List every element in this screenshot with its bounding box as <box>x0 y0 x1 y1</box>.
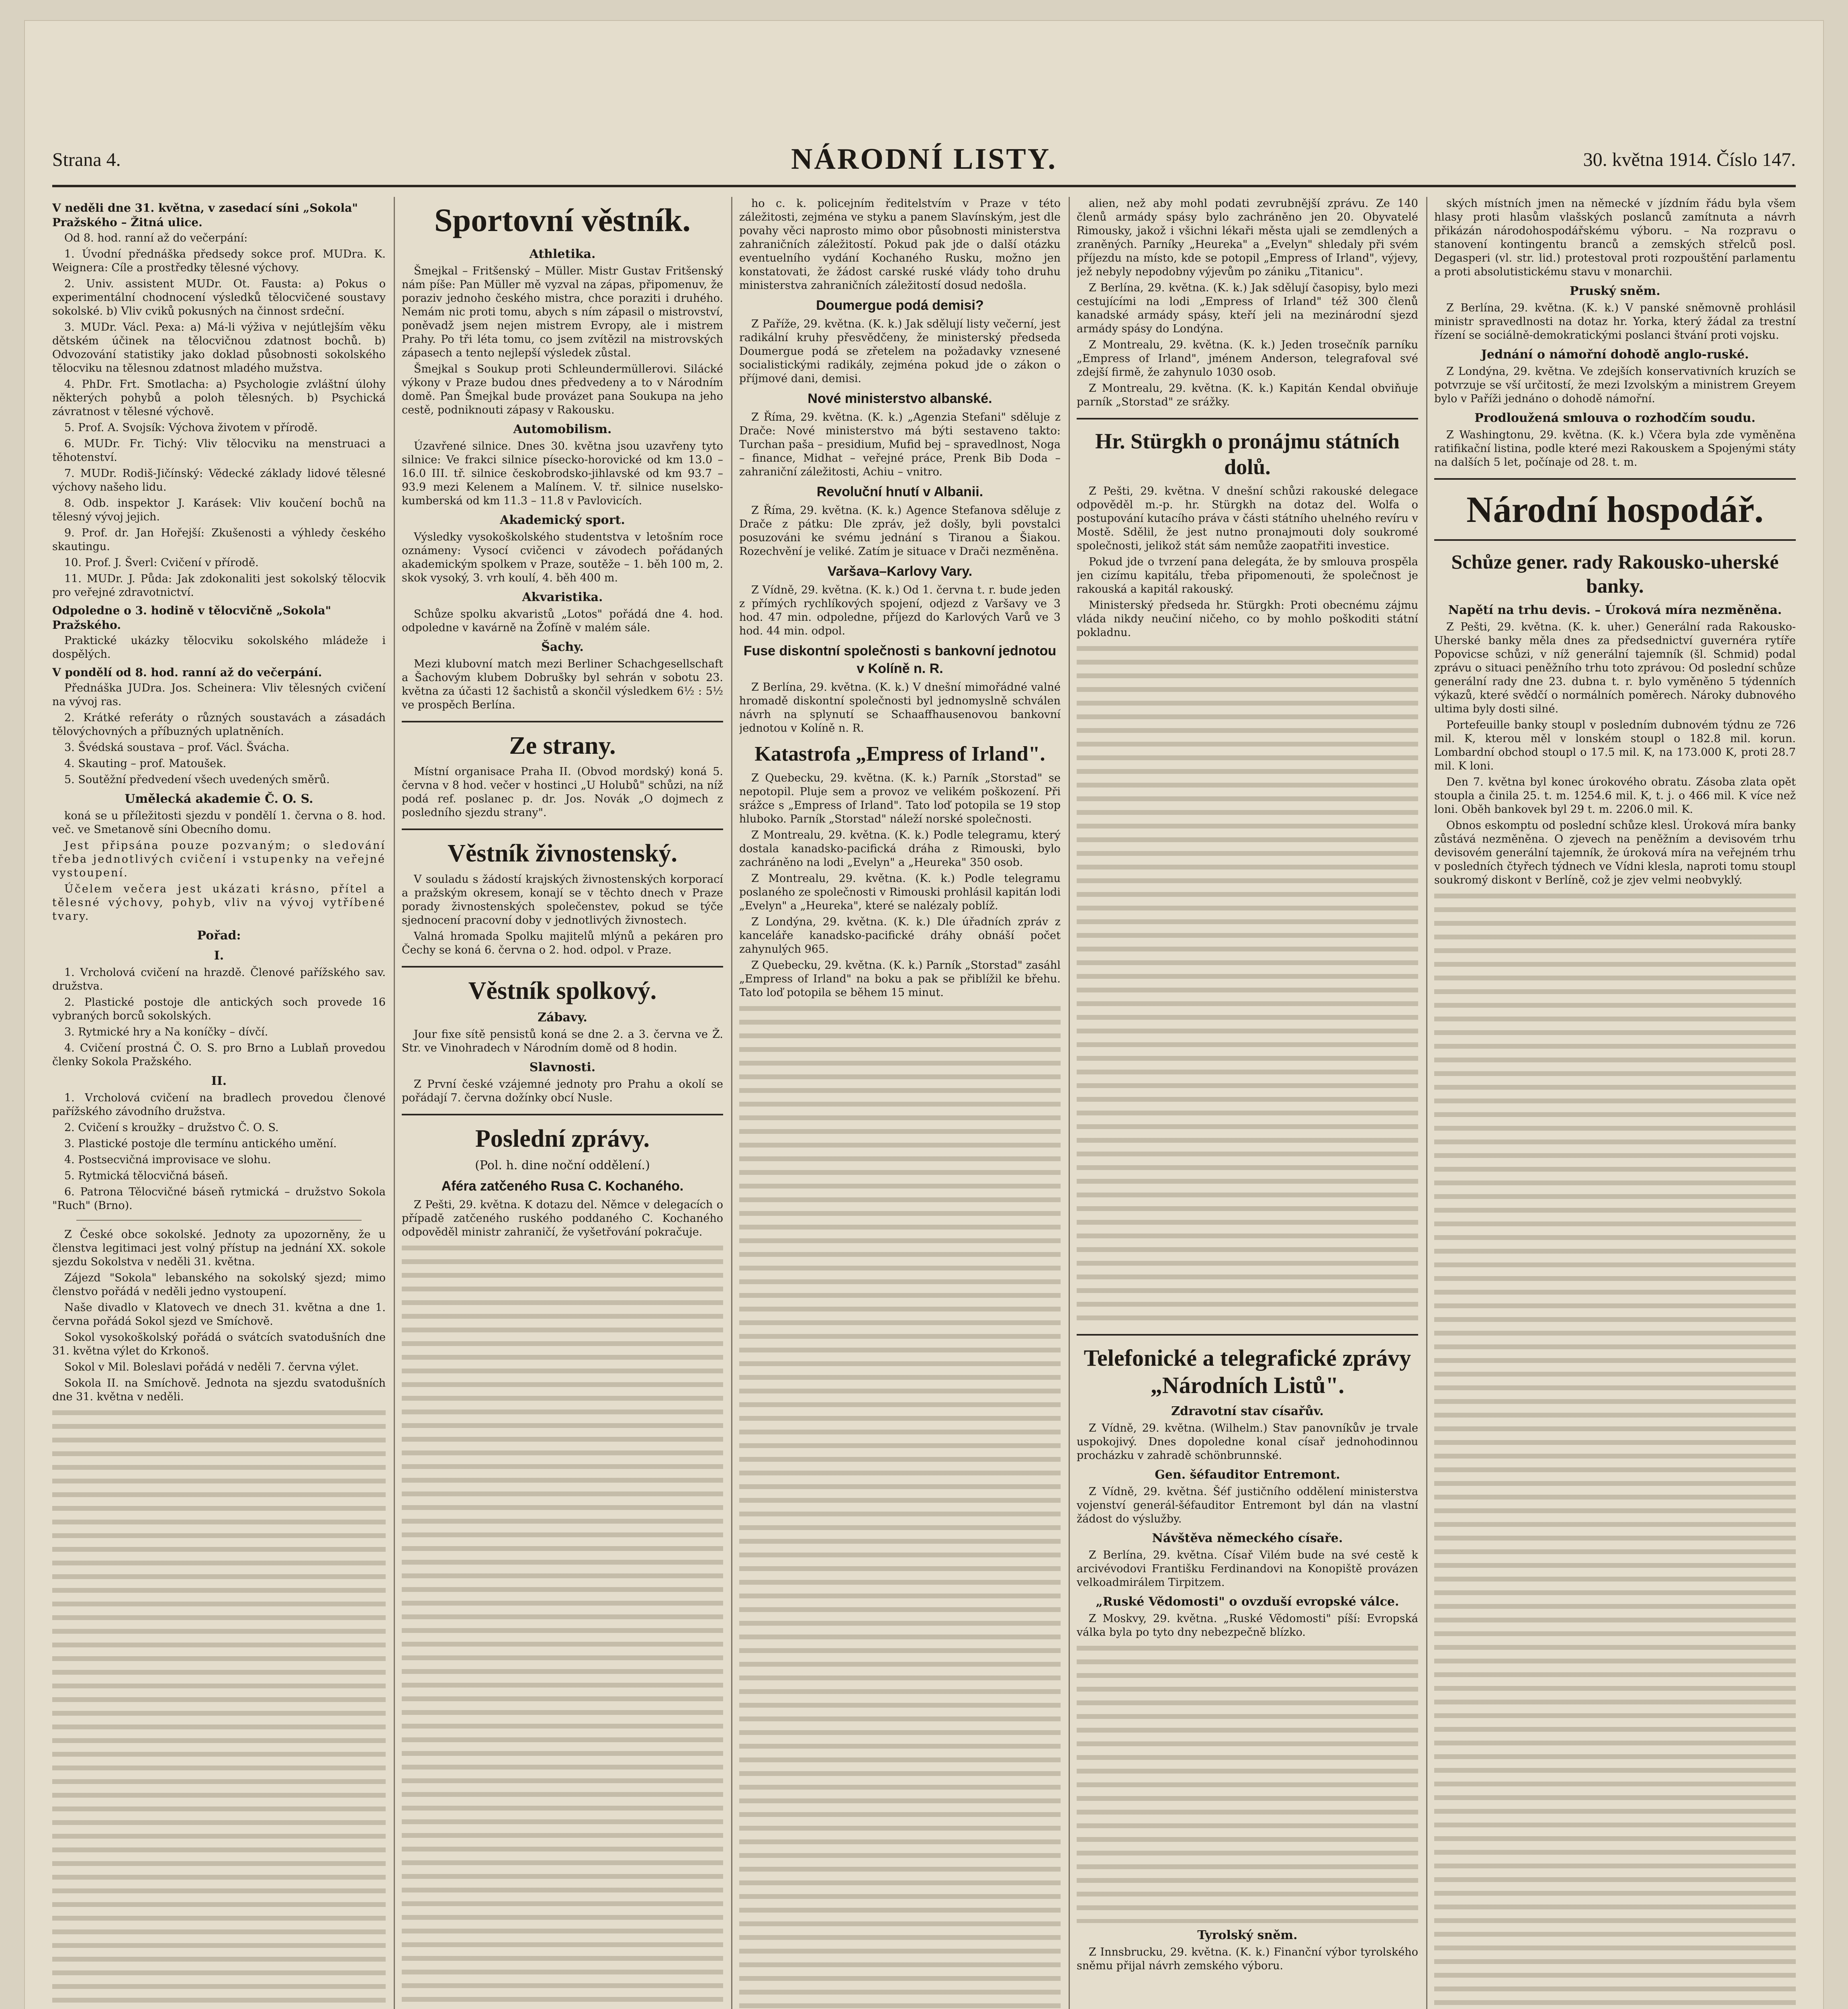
column-rule <box>731 197 732 2009</box>
article-heading: Doumergue podá demisi? <box>816 298 984 313</box>
paragraph: Den 7. května byl konec úrokového obratu. Zásoba zlata opět stoupla a činila 25. t. m. 1254.6 mil. K, t. j. o 466 mil. K více než loni. Oběh bankovek byl 29 t. m. 2206.0 mil. K. <box>1434 776 1796 816</box>
paragraph: Z Quebecku, 29. května. (K. k.) Parník „Storstad" zasáhl „Empress of Irland" na boku a pak se přiblížil ke břehu. Tato loď potopila se během 15 minut. <box>739 959 1061 999</box>
paragraph: Místní organisace Praha II. (Obvod mordský) koná 5. června v 8 hod. večer v hostinci „U Holubů" schůzi, na níž podá ref. poslanec p. dr. Jos. Novák „O dojmech z posledního sjezdu strany". <box>402 765 723 819</box>
paragraph: Z Innsbrucku, 29. května. (K. k.) Finanční výbor tyrolského sněmu přijal návrh zemského výboru. <box>1077 1946 1418 1972</box>
newspaper-page <box>24 20 1824 2009</box>
paragraph: 4. Skauting – prof. Matoušek. <box>64 757 227 770</box>
divider <box>402 721 723 722</box>
paragraph: 2. Plastické postoje dle antických soch provede 16 vybraných borců sokolských. <box>52 996 386 1022</box>
newspaper-title: NÁRODNÍ LISTY. <box>791 143 1057 176</box>
text-block <box>1434 890 1796 2009</box>
article-heading: Hr. Stürgkh o pronájmu státních dolů. <box>1095 429 1400 479</box>
text-block <box>402 1242 723 2009</box>
paragraph: Z Berlína, 29. května. (K. k.) V panské sněmovně prohlásil ministr spravedlnosti na dotaz hr. Yorka, který žádal za trestní řízení se sociálně-demokratickými poslanci štvání proti vojsku. <box>1434 302 1796 342</box>
paragraph: 5. Soutěžní předvedení všech uvedených směrů. <box>64 773 330 786</box>
section-heading: Umělecká akademie Č. O. S. <box>125 792 313 806</box>
paragraph: Sokol v Mil. Boleslavi pořádá v neděli 7. června výlet. <box>64 1361 359 1373</box>
divider <box>402 966 723 968</box>
divider <box>1077 418 1418 419</box>
column-4 <box>1077 197 1418 2009</box>
section-heading: Athletika. <box>529 247 596 261</box>
text-block <box>739 1002 1061 2009</box>
section-heading: Akvaristika. <box>522 590 603 604</box>
section-heading: Šachy. <box>541 640 584 654</box>
paragraph: Portefeuille banky stoupl v posledním dubnovém týdnu ze 726 mil. K, kterou měl v lonském stoupl o 182.8 mil. korun. Lombardní obchod stoupl o 17.5 mil. K, na 173.000 K, proti 28.7 mil. K loni. <box>1434 719 1796 772</box>
column-rule <box>394 197 395 2009</box>
section-title: Poslední zprávy. <box>475 1125 650 1152</box>
column-2 <box>402 197 723 2009</box>
paragraph: ských místních jmen na německé v jízdním řádu byla všem hlasy proti hlasům vlašských poslanců zamítnuta a návrh přikázán národohospodářskému výboru. – Na rozpravu o stanovení kontingentu branců a zemských střelců posl. Degasperi (vl. str. lid.) protestoval proti rozpouštění parlamentu a proti absolutistickému stavu v monarchii. <box>1434 197 1796 278</box>
section-heading: Zábavy. <box>538 1011 587 1025</box>
paragraph: Z Londýna, 29. května. Ve zdejších konservativních kruzích se potvrzuje se vší určitostí, že mezi Izvolským a ministrem Greyem bylo v Paříži jednáno o dohodě námořní. <box>1434 365 1796 405</box>
text-block <box>1077 642 1418 1325</box>
paragraph: 4. Postsecvičná improvisace ve slohu. <box>64 1154 271 1166</box>
column-1 <box>52 197 386 2009</box>
section-subtitle: (Pol. h. dine noční oddělení.) <box>475 1158 650 1172</box>
divider <box>402 829 723 830</box>
paragraph: Z Berlína, 29. května. (K. k.) V dnešní mimořádné valné hromadě diskontní společnosti byl jednomyslně schválen návrh na splynutí se Schaaffhausenovou bankovní jednotou v Kolíně n. R. <box>739 681 1061 734</box>
paragraph: Ministerský předseda hr. Stürgkh: Proti obecnému zájmu vláda nikdy neučiní ničeho, co by mohlo poškoditi státní pokladnu. <box>1077 599 1418 639</box>
paragraph: ho c. k. policejním ředitelstvím v Praze v této záležitosti, zejména ve styku a panem Slavínským, jest dle povahy věci naprosto mimo obor působnosti ministerstva zahraničních záležitostí. Pokud pak jde o další otázku eventuelního vydání Kochaného Rusku, možno jen konstatovati, že žádost carské ruské vlády toho druhu ministerstva zahraničních záležitostí dosud nedošla. <box>739 197 1061 292</box>
paragraph: Od 8. hod. ranní až do večerpání: <box>64 232 248 244</box>
paragraph: Z České obce sokolské. Jednoty za upozorněny, že u členstva legitimaci jest volný přístup na jednání XX. sokole sjezdu Sokolstva v neděli 31. května. <box>52 1228 386 1268</box>
section-heading: V pondělí od 8. hod. ranní až do večerpání. <box>52 666 322 679</box>
article-heading: Revoluční hnutí v Albanii. <box>816 484 983 499</box>
issue-date: 30. května 1914. Číslo 147. <box>1583 149 1796 170</box>
paragraph: Pokud jde o tvrzení pana delegáta, že by smlouva prospěla jen cizímu kapitálu, třeba připomenouti, že společnost je rakouská a kapitál rakouský. <box>1077 556 1418 595</box>
page-number: Strana 4. <box>52 149 121 170</box>
paragraph: 1. Vrcholová cvičení na bradlech provedou členové pařížského závodního družstva. <box>52 1092 386 1118</box>
article-heading: Aféra zatčeného Rusa C. Kochaného. <box>441 1178 684 1194</box>
paragraph: Z Pešti, 29. května. (K. k. uher.) Generální rada Rakousko-Uherské banky měla dnes za předsednictví guvernéra rytíře Popovicse schůzi, v níž generální tajemník (šl. Schmid) podal zprávu o situaci peněžního trhu toto zprávou: Od poslední schůze generální rady dne 23. dubna t. r. bylo vyměněno 5 týdenních výkazů, které svědčí o normálních poměrech. Nároky dubnového ultima byly dosti silné. <box>1434 621 1796 715</box>
paragraph: 1. Úvodní přednáška předsedy sokce prof. MUDra. K. Weignera: Cíle a prostředky tělesné výchovy. <box>52 248 386 274</box>
divider <box>76 1220 362 1221</box>
article-heading: Schůze gener. rady Rakousko-uherské banky. <box>1451 550 1779 597</box>
paragraph: Z Moskvy, 29. května. „Ruské Vědomosti" píší: Evropská válka byla po tyto dny nebezpečně blízko. <box>1077 1612 1418 1639</box>
paragraph: 2. Krátké referáty o různých soustavách a zásadách tělovýchovných a příbuzných uplatněních. <box>52 712 386 738</box>
section-heading: II. <box>211 1074 227 1088</box>
article-subheading: Napětí na trhu devis. – Úroková míra nezměněna. <box>1448 603 1782 617</box>
divider <box>402 1114 723 1115</box>
divider <box>1077 1334 1418 1336</box>
text-block <box>1077 1642 1418 1923</box>
paragraph: Z Montrealu, 29. května. (K. k.) Podle telegramu, který dostala kanadsko-pacifická dráha z Rimouski, bylo zachráněno na lodi „Evelyn" a „Heureka" 350 osob. <box>739 829 1061 869</box>
paragraph: 7. MUDr. Rodiš-Jičínský: Vědecké základy lidové tělesné výchovy našeho lidu. <box>52 467 386 493</box>
paragraph: 10. Prof. J. Šverl: Cvičení v přírodě. <box>64 556 259 569</box>
article-heading: Zdravotní stav císařův. <box>1171 1404 1324 1418</box>
divider <box>1434 478 1796 480</box>
section-heading: Odpoledne o 3. hodině v tělocvičně „Sokola" Pražského. <box>52 604 331 632</box>
section-heading: Slavnosti. <box>529 1060 596 1074</box>
columns <box>52 197 1796 2009</box>
paragraph: 6. MUDr. Fr. Tichý: Vliv tělocviku na menstruaci a těhotenství. <box>52 438 386 464</box>
paragraph: Z Pešti, 29. května. V dnešní schůzi rakouské delegace odpověděl m.-p. hr. Stürgkh na dotaz del. Wolfa o postupování kutacího práva v části státního uhelného revíru v Mostě. Sdělil, že jest nutno pronajmouti doly soukromé společnosti, jelikož stát sám nemůže zaopatřiti investice. <box>1077 485 1418 552</box>
article-heading: Fuse diskontní společnosti s bankovní jednotou v Kolíně n. R. <box>743 643 1057 676</box>
paragraph: Schůze spolku akvaristů „Lotos" pořádá dne 4. hod. odpoledne v kavárně na Žofíně v malém sále. <box>402 608 723 634</box>
paragraph: koná se u příležitosti sjezdu v pondělí 1. června o 8. hod. več. ve Smetanově síni Obecního domu. <box>52 810 386 836</box>
paragraph: 4. PhDr. Frt. Smotlacha: a) Psychologie zvláštní úlohy některých pohybů a poloh tělesných. b) Psychická závratnost v tělesné výchově. <box>52 378 386 418</box>
paragraph: Z Montrealu, 29. května. (K. k.) Podle telegramu poslaného ze společnosti v Rimouski prohlásil kapitán lodi „Evelyn" a „Heureka", které se nalézaly poblíž. <box>739 872 1061 912</box>
paragraph: Z Quebecku, 29. května. (K. k.) Parník „Storstad" se nepotopil. Pluje sem a provoz ve velikém poškození. Při srážce s „Empress of Irland". Tato loď potopila se 19 stop hluboko. Parník „Storstad" náleží norské společnosti. <box>739 772 1061 825</box>
paragraph: 4. Cvičení prostná Č. O. S. pro Brno a Lublaň provedou členky Sokola Pražského. <box>52 1042 386 1068</box>
paragraph: 11. MUDr. J. Půda: Jak zdokonaliti jest sokolský tělocvik pro veřejné zdravotnictví. <box>52 573 386 599</box>
article-heading: Katastrofa „Empress of Irland". <box>754 743 1045 765</box>
paragraph: alien, než aby mohl podati zevrubnější zprávu. Ze 140 členů armády spásy bylo zachráněno jen 20. Obyvatelé Rimousky, jakož i všichni lékaři města ujali se zemdlených a zraněných. Parníky „Heureka" a „Evelyn" shledaly při svém příjezdu na místo, kde se potopil „Empress of Irland", výjevy, jež nebyly nepodobny výjevům po zániku „Titanicu". <box>1077 197 1418 278</box>
masthead <box>52 141 1796 187</box>
paragraph: Z Říma, 29. května. (K. k.) Agence Stefanova sděluje z Drače z pátku: Dle zpráv, jež došly, byli povstalci posuzováni ke svému jednání s Tiranou a Šiakou. Rozechvění je veliké. Zatím je situace v Drači nezměněna. <box>739 504 1061 558</box>
section-heading: Akademický sport. <box>500 513 625 527</box>
paragraph: Zájezd "Sokola" lebanského na sokolský sjezd; mimo členstvo pořádá v neděli jedno vystoupení. <box>52 1272 386 1298</box>
paragraph: Z Montrealu, 29. května. (K. k.) Jeden trosečník parníku „Empress of Irland", jménem Anderson, telegrafoval své zdejší firmě, že zahynulo 1030 osob. <box>1077 339 1418 378</box>
paragraph: Z Vídně, 29. května. (Wilhelm.) Stav panovníkův je trvale uspokojivý. Dnes dopoledne konal císař jednohodinnou procházku v zahradě schönbrunnské. <box>1077 1422 1418 1462</box>
paragraph: Praktické ukázky tělocviku sokolského mládeže i dospělých. <box>52 634 386 661</box>
paragraph: 2. Univ. assistent MUDr. Ot. Fausta: a) Pokus o experimentální chodnocení výsledků tělocvičené soustavy sokolské. b) Vliv cviků pokusných na činnost srdeční. <box>52 278 386 317</box>
paragraph: Z Vídně, 29. května. (K. k.) Od 1. června t. r. bude jeden z přímých rychlíkových spojení, odjezd z Varšavy ve 3 hod. 47 min. odpoledne, příjezd do Karlových Varů ve 3 hod. 44 min. odpol. <box>739 584 1061 637</box>
paragraph: Obnos eskomptu od poslední schůze klesl. Úroková míra banky zůstává nezměněna. O zjevech na peněžním a devisovém trhu devisovém generální tajemník, že úroková míra na veřejném trhu v posledních čtyřech týdnech ve Vídni klesla, naproti tomu stoupl soukromý diskont v Berlíně, což je zjev velmi neobvyklý. <box>1434 819 1796 886</box>
paragraph: 6. Patrona Tělocvičné báseň rytmická – družstvo Sokola "Ruch" (Brno). <box>52 1186 386 1212</box>
section-title: Národní hospodář. <box>1466 489 1764 530</box>
paragraph: Účelem večera jest ukázati krásno, přítel a tělesné výchovy, pohyb, vliv na vývoj vytříbené tvary. <box>52 883 386 923</box>
article-heading: Nové ministerstvo albanské. <box>807 391 992 406</box>
section-title: Sportovní věstník. <box>434 202 691 238</box>
paragraph: Mezi klubovní match mezi Berliner Schachgesellschaft a Šachovým klubem Dobrušky byl sehrán v sobotu 23. května za účasti 12 šachistů a skončil výsledkem 6½ : 5½ ve prospěch Berlína. <box>402 658 723 711</box>
paragraph: Z Vídně, 29. května. Šéf justičního oddělení ministerstva vojenství generál-šéfauditor Entremont byl dán na vlastní žádost do výslužby. <box>1077 1485 1418 1525</box>
paragraph: 1. Vrcholová cvičení na hrazdě. Členové pařížského sav. družstva. <box>52 966 386 992</box>
paragraph: 3. Plastické postoje dle termínu antického umění. <box>64 1137 337 1150</box>
paragraph: Z První české vzájemné jednoty pro Prahu a okolí se pořádají 7. června dožínky obcí Nusle. <box>402 1078 723 1104</box>
paragraph: 3. Rytmické hry a Na koníčky – dívčí. <box>64 1026 268 1038</box>
article-heading: „Ruské Vědomosti" o ovzduší evropské válce. <box>1096 1595 1399 1609</box>
paragraph: 8. Odb. inspektor J. Karásek: Vliv koučení bochů na tělesný vývoj jejich. <box>52 497 386 523</box>
paragraph: Z Montrealu, 29. května. (K. k.) Kapitán Kendal obviňuje parník „Storstad" ze srážky. <box>1077 382 1418 408</box>
section-title: Věstník živnostenský. <box>448 840 677 867</box>
paragraph: Z Pešti, 29. května. K dotazu del. Němce v delegacích o případě zatčeného ruského poddaného C. Kochaného odpověděl ministr zahraničí, že vyšetřování pokračuje. <box>402 1199 723 1238</box>
paragraph: V souladu s žádostí krajských živnostenských korporací a pražským okresem, konají se v těchto dnech v Praze porady živnostenských společenstev, pokud se týče sjednocení pracovní doby v jednotlivých živnostech. <box>402 873 723 927</box>
paragraph: 5. Prof. A. Svojsík: Výchova životem v přírodě. <box>64 421 318 434</box>
article-heading: Gen. šéfauditor Entremont. <box>1155 1468 1340 1482</box>
paragraph: Jour fixe sítě pensistů koná se dne 2. a 3. června ve Ž. Str. ve Vinohradech v Národním domě od 8 hodin. <box>402 1028 723 1054</box>
section-heading: Pořad: <box>197 929 241 943</box>
paragraph: Šmejkal – Fritšenský – Müller. Mistr Gustav Fritšenský nám píše: Pan Müller mě vyzval na zápas, připomenuv, že poraziv jednoho českého mistra, chce poraziti i druhého. Nemám nic proti tomu, abych s ním zápasil o mistrovství, poněvadž jsem nejen mistrem Evropy, ale i mistrem Prahy. Po tři léta tomu, co jsem zvítězil na mistrovských zápasech a tento nejlepší výsledek zůstal. <box>402 265 723 359</box>
paragraph: 3. MUDr. Václ. Pexa: a) Má-li výživa v nejútlejším věku dětském účinek na tělocvičnou zdatnost bochů. b) Odvozování statistiky jako doklad působnosti sokolského tělocviku na tělesnou zdatnost mladého mužstva. <box>52 321 386 374</box>
column-5 <box>1434 197 1796 2009</box>
paragraph: 5. Rytmická tělocvičná báseň. <box>64 1170 228 1182</box>
column-rule <box>1069 197 1070 2009</box>
column-rule <box>1426 197 1427 2009</box>
paragraph: Z Berlína, 29. května. Císař Vilém bude na své cestě k arcivévodovi Františku Ferdinandovi na Konopiště provázen velkoadmirálem Tirpitzem. <box>1077 1549 1418 1589</box>
article-heading: Jednání o námořní dohodě anglo-ruské. <box>1481 348 1749 362</box>
section-heading: Automobilism. <box>513 422 612 436</box>
text-block <box>52 1406 386 2009</box>
paragraph: Sokola II. na Smíchově. Jednota na sjezdu svatodušních dne 31. května v neděli. <box>52 1377 386 1403</box>
paragraph: Z Washingtonu, 29. května. (K. k.) Včera byla zde vyměněna ratifikační listina, podle které mezi Rakouskem a Spojenými státy na dalších 5 let, počínaje od 28. t. m. <box>1434 429 1796 468</box>
section-title: Telefonické a telegrafické zprávy „Národních Listů". <box>1083 1345 1411 1398</box>
paragraph: Úzavřené silnice. Dnes 30. května jsou uzavřeny tyto silnice: Ve frakci silnice písecko-horovické od km 13.0 – 16.0 III. tř. silnice českobrodsko-jihlavské od km 93.7 – 93.9 mezi Kelenem a Malínem. V. tř. silnice nuselsko-kumberská od km 11.3 – 11.8 v Pavlovicích. <box>402 440 723 507</box>
column-3 <box>739 197 1061 2009</box>
paragraph: Z Říma, 29. května. (K. k.) „Agenzia Stefani" sděluje z Drače: Nové ministerstvo má býti sestaveno takto: Turchan paša – presidium, Mufid bej – spravedlnost, Noga – finance, Midhat – veřejné práce, Prenk Bib Doda – zahraniční záležitosti, Achiu – vnitro. <box>739 411 1061 478</box>
article-heading: Varšava–Karlovy Vary. <box>827 564 973 579</box>
paragraph: Z Londýna, 29. května. (K. k.) Dle úřadních zpráv z kanceláře kanadsko-pacifické dráhy obnáší počet zahynulých 965. <box>739 916 1061 955</box>
paragraph: Sokol vysokoškolský pořádá o svátcích svatodušních dne 31. května výlet do Krkonoš. <box>52 1331 386 1357</box>
article-heading: Prodloužená smlouva o rozhodčím soudu. <box>1474 411 1756 425</box>
section-title: Věstník spolkový. <box>468 977 657 1004</box>
article-heading: Pruský sněm. <box>1570 284 1660 298</box>
paragraph: Jest připsána pouze pozvaným; o sledování třeba jednotlivých cvičení i vstupenky na veřejné vystoupení. <box>52 839 386 879</box>
section-heading: V neděli dne 31. května, v zasedací síni „Sokola" Pražského – Žitná ulice. <box>52 201 358 229</box>
paragraph: Výsledky vysokoškolského studentstva v letošním roce oznámeny: Vysocí cvičenci v závodech pořádaných akademickým spolkem v Praze, soutěže – 1. běh 100 m, 2. skok vysoký, 3. vrh koulí, 4. běh 400 m. <box>402 531 723 584</box>
paragraph: Přednáška JUDra. Jos. Scheinera: Vliv tělesných cvičení na vývoj ras. <box>52 682 386 708</box>
section-title: Ze strany. <box>509 732 616 759</box>
paragraph: Naše divadlo v Klatovech ve dnech 31. května a dne 1. června pořádá Sokol sjezd ve Smíchově. <box>52 1301 386 1328</box>
article-heading: Návštěva německého císaře. <box>1152 1531 1343 1545</box>
paragraph: 2. Cvičení s kroužky – družstvo Č. O. S. <box>64 1121 279 1134</box>
paragraph: 9. Prof. dr. Jan Hořejší: Zkušenosti a výhledy českého skautingu. <box>52 527 386 553</box>
paragraph: Z Berlína, 29. května. (K. k.) Jak sdělují časopisy, bylo mezi cestujícími na lodi „Empress of Irland" též 300 členů kanadské armády spásy, kteří jeli na mezinárodní sjezd armády spásy do Londýna. <box>1077 282 1418 335</box>
paragraph: Z Paříže, 29. května. (K. k.) Jak sdělují listy večerní, jest radikální kruhy přesvědčeny, že ministerský předseda Doumergue podá se zřetelem na požadavky vznesené socialistickými radikály, zejména pokud jde o zákon o příjmové dani, demisi. <box>739 318 1061 385</box>
paragraph: 3. Švédská soustava – prof. Václ. Švácha. <box>64 741 290 754</box>
divider <box>1434 539 1796 541</box>
paragraph: Šmejkal s Soukup proti Schleundermüllerovi. Silácké výkony v Praze budou dnes předvedeny a to v Národním domě. Pan Šmejkal bude provázet pana Soukupa na jeho cestě, podniknouti zápasy v Rakousku. <box>402 363 723 416</box>
article-heading: Tyrolský sněm. <box>1197 1928 1298 1942</box>
paragraph: Valná hromada Spolku majitelů mlýnů a pekáren pro Čechy se koná 6. června o 2. hod. odpol. v Praze. <box>402 930 723 956</box>
section-heading: I. <box>214 949 224 963</box>
